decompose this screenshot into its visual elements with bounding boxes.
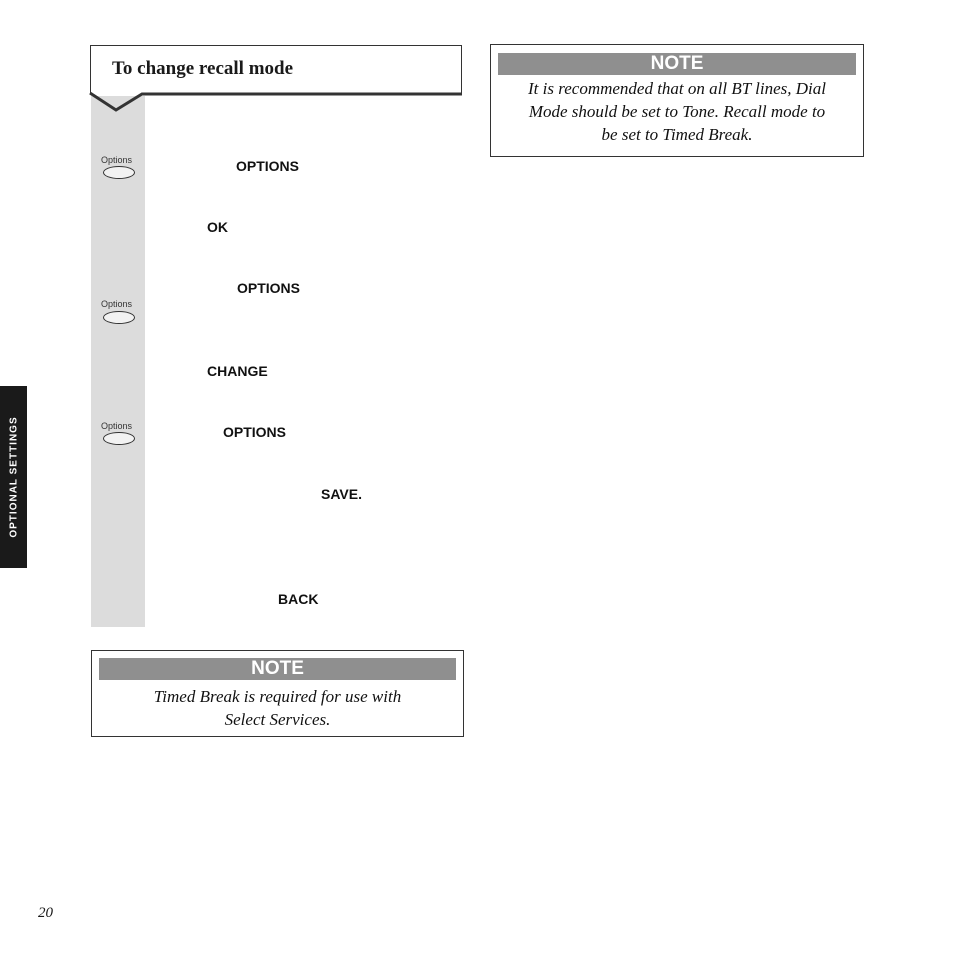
- note-box-timed-break: [91, 650, 464, 737]
- options-button[interactable]: [103, 311, 135, 324]
- options-button[interactable]: [103, 166, 135, 179]
- note-title: NOTE: [99, 658, 456, 680]
- options-button-label: Options: [101, 421, 133, 431]
- note-title: NOTE: [498, 53, 856, 75]
- options-button-label: Options: [101, 299, 133, 309]
- step-keyword-save: SAVE.: [321, 486, 362, 502]
- step-keyword-ok: OK: [207, 219, 228, 235]
- side-tab-label: OPTIONAL SETTINGS: [8, 416, 20, 538]
- note-text-line: It is recommended that on all BT lines, Dial: [528, 79, 826, 98]
- section-title: To change recall mode: [112, 58, 294, 79]
- note-text-line: be set to Timed Break.: [601, 125, 753, 144]
- step-keyword-options: OPTIONS: [237, 280, 301, 296]
- note-text-line: Select Services.: [224, 710, 331, 729]
- step-keyword-options: OPTIONS: [223, 424, 287, 440]
- step-keyword-options: OPTIONS: [236, 158, 300, 174]
- options-button-label: Options: [101, 155, 133, 165]
- page-number: 20: [38, 905, 53, 921]
- step-keyword-change: CHANGE: [207, 363, 268, 379]
- note-box-bt-lines: [490, 44, 864, 157]
- step-keyword-back: BACK: [278, 591, 319, 607]
- note-text-line: Mode should be set to Tone. Recall mode to: [528, 102, 826, 121]
- heading-box-bottom: [86, 88, 470, 114]
- note-text-line: Timed Break is required for use with: [153, 687, 402, 706]
- options-button[interactable]: [103, 432, 135, 445]
